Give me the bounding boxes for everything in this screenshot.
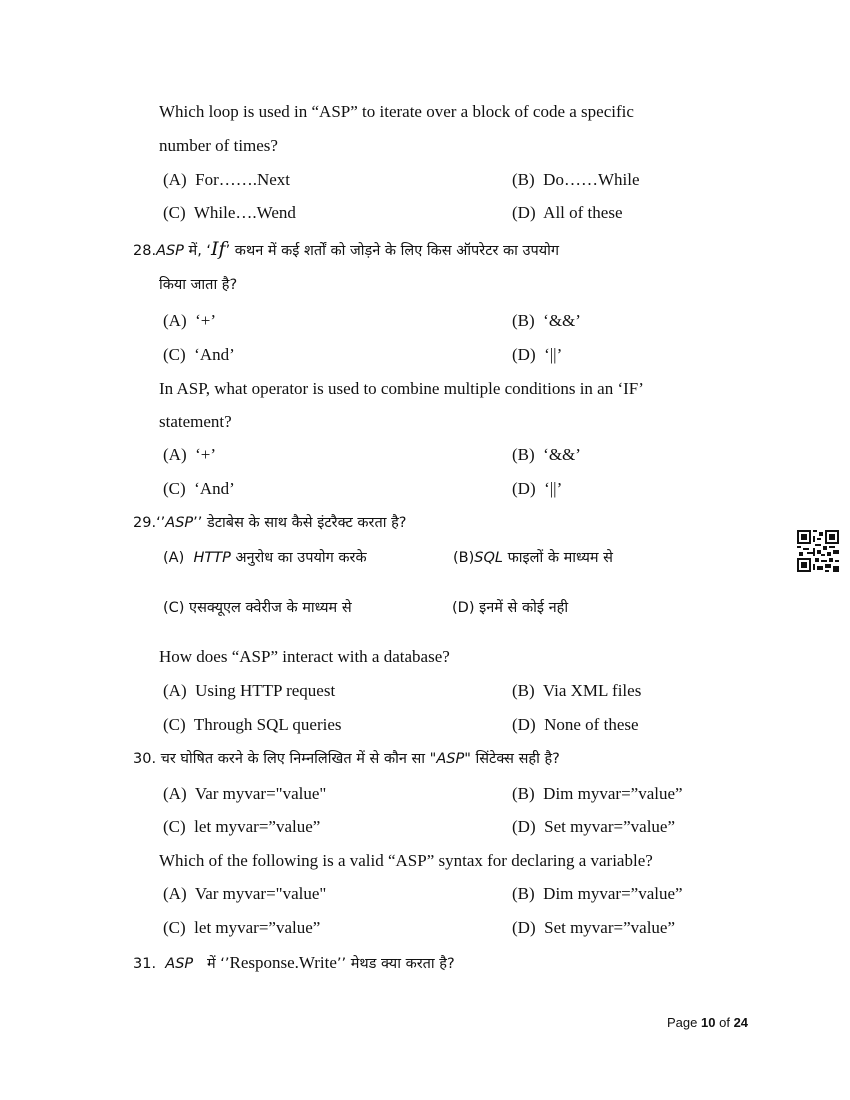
- q30-hindi-option-c: (C) let myvar=”value”: [163, 817, 321, 836]
- q28-hindi-option-a: (A) ‘+’: [163, 311, 217, 330]
- q29-option-a: (A) Using HTTP request: [163, 681, 336, 700]
- q29-option-c: (C) Through SQL queries: [163, 715, 342, 734]
- q28-hindi-option-b: (B) ‘&&’: [512, 311, 581, 330]
- q27-option-a: (A) For…….Next: [163, 170, 291, 189]
- page-number: Page 10 of 24: [667, 1015, 749, 1030]
- q27-question-line2: number of times?: [159, 136, 278, 155]
- q29-option-d: (D) None of these: [512, 715, 639, 734]
- q29-option-b: (B) Via XML files: [512, 681, 642, 700]
- q28-question-line2: statement?: [159, 412, 232, 431]
- q29-hindi-option-d: (D) इनमें से कोई नही: [452, 600, 569, 616]
- q28-option-b: (B) ‘&&’: [512, 445, 581, 464]
- q30-option-b: (B) Dim myvar=”value”: [512, 884, 683, 903]
- q28-question-line1: In ASP, what operator is used to combine multiple conditions in an ‘IF’: [159, 379, 644, 398]
- q27-option-d: (D) All of these: [512, 203, 623, 222]
- q28-option-d: (D) ‘||’: [512, 479, 563, 498]
- q29-hindi-question: 29.‘’ASP’’ डेटाबेस के साथ कैसे इंटरैक्ट करता है?: [133, 515, 407, 531]
- q30-question: Which of the following is a valid “ASP” syntax for declaring a variable?: [159, 851, 653, 870]
- q30-hindi-option-a: (A) Var myvar="value": [163, 784, 327, 803]
- q28-option-a: (A) ‘+’: [163, 445, 217, 464]
- q27-option-c: (C) While….Wend: [163, 203, 296, 222]
- q30-hindi-option-d: (D) Set myvar=”value”: [512, 817, 676, 836]
- q30-option-d: (D) Set myvar=”value”: [512, 918, 676, 937]
- q30-hindi-option-b: (B) Dim myvar=”value”: [512, 784, 683, 803]
- q28-hindi-question-line1: 28.ASP में, ‘If’ कथन में कई शर्तों को जोड़ने के लिए किस ऑपरेटर का उपयोग: [133, 238, 560, 260]
- qr-code-icon: [797, 530, 839, 572]
- q27-option-b: (B) Do……While: [512, 170, 640, 189]
- q28-hindi-option-d: (D) ‘||’: [512, 345, 563, 364]
- q27-question-line1: Which loop is used in “ASP” to iterate over a block of code a specific: [159, 102, 634, 121]
- q29-question: How does “ASP” interact with a database?: [159, 647, 450, 666]
- q28-hindi-question-line2: किया जाता है?: [159, 277, 238, 293]
- q30-option-a: (A) Var myvar="value": [163, 884, 327, 903]
- q29-hindi-option-b: (B)SQL फाइलों के माध्यम से: [453, 550, 613, 566]
- q28-hindi-option-c: (C) ‘And’: [163, 345, 235, 364]
- q29-hindi-option-a: (A) HTTP अनुरोध का उपयोग करके: [163, 550, 367, 566]
- q30-option-c: (C) let myvar=”value”: [163, 918, 321, 937]
- q30-hindi-question: 30. चर घोषित करने के लिए निम्नलिखित में से कौन सा "ASP" सिंटेक्स सही है?: [133, 751, 560, 767]
- q31-hindi-question: 31. ASP में ‘’Response.Write’’ मेथड क्या करता है?: [133, 953, 455, 972]
- q29-hindi-option-c: (C) एसक्यूएल क्वेरीज के माध्यम से: [163, 600, 352, 616]
- q28-option-c: (C) ‘And’: [163, 479, 235, 498]
